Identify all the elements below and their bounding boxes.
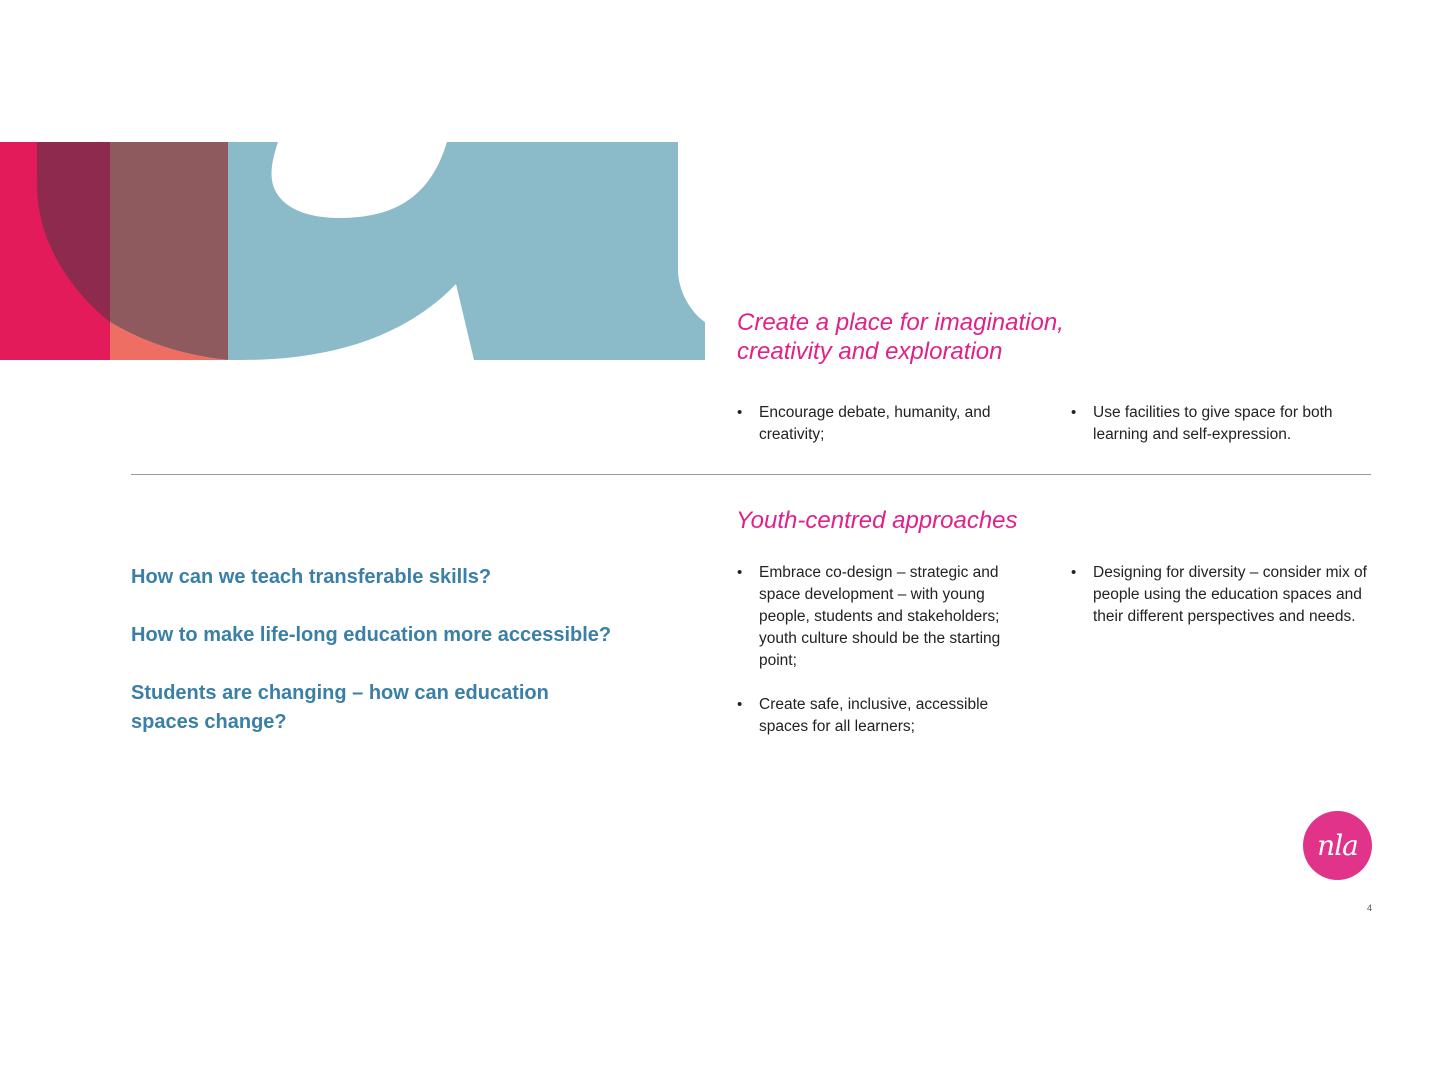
section-heading-youth: Youth-centred approaches (736, 507, 1018, 534)
header-graphic (0, 142, 705, 360)
bullet-item: • Encourage debate, humanity, and creativity; (737, 402, 1027, 446)
imagination-bullets-left (737, 402, 1027, 446)
question-life-long-education: How to make life-long education more accessible? (131, 624, 612, 646)
page-number: 4 (1366, 903, 1372, 913)
logo-text: nla (1317, 829, 1358, 862)
bullet-item: • Create safe, inclusive, accessible spaces for all learners; (737, 694, 1027, 738)
section-divider (131, 474, 1371, 475)
section-heading-imagination: Create a place for imagination, creativity and exploration (737, 309, 1064, 365)
nla-logo (1303, 811, 1372, 880)
bullet-item: • Use facilities to give space for both learning and self-expression. (1071, 402, 1371, 446)
imagination-bullets-right (1071, 402, 1371, 446)
youth-bullets-left (737, 562, 1027, 738)
bullet-item: • Designing for diversity – consider mix of people using the education spaces and their different perspectives and needs. (1071, 562, 1371, 628)
graphic-brown-shape (110, 142, 228, 360)
question-students-changing: Students are changing – how can education spaces change? (131, 682, 549, 733)
youth-bullets-right (1071, 562, 1371, 628)
bullet-item: • Embrace co-design – strategic and space development – with young people, students and stakeholders; youth culture should be the starting point; (737, 562, 1027, 672)
abstract-letter-graphic (0, 142, 705, 360)
graphic-blue-shape (228, 142, 705, 360)
question-transferable-skills: How can we teach transferable skills? (131, 566, 492, 588)
